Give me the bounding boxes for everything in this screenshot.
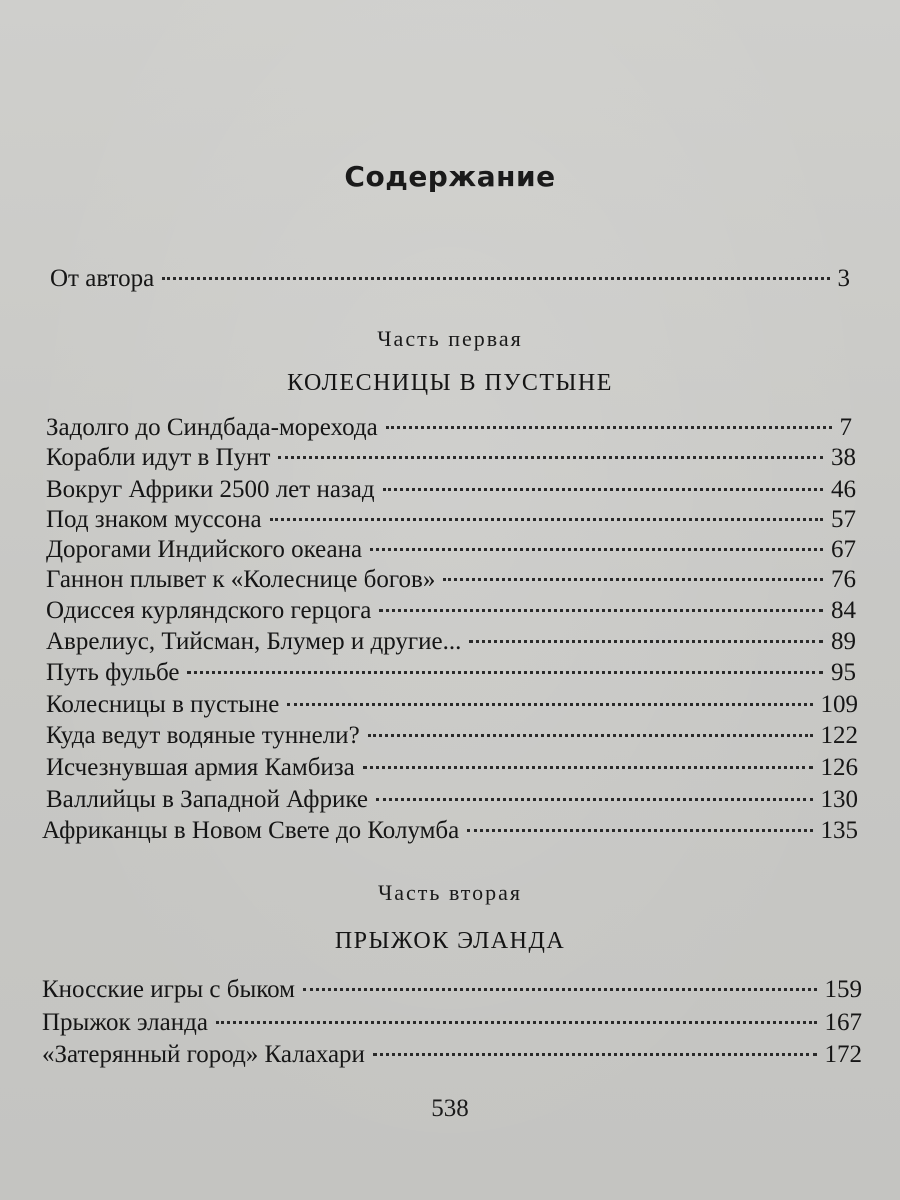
toc-entry-page: 76 bbox=[831, 566, 856, 593]
toc-entry-page: 135 bbox=[820, 817, 858, 844]
toc-entry-title: Задолго до Синдбада-морехода bbox=[46, 414, 378, 441]
toc-entry-page: 7 bbox=[839, 414, 852, 441]
toc-entry-title: Исчезнувшая армия Камбиза bbox=[46, 754, 355, 781]
toc-entry-page: 57 bbox=[831, 506, 856, 533]
page-number: 538 bbox=[431, 1095, 469, 1122]
part-one-title: КОЛЕСНИЦЫ В ПУСТЫНЕ bbox=[287, 370, 613, 396]
toc-entry-page: 38 bbox=[831, 444, 856, 471]
toc-entry-title: Одиссея курляндского герцога bbox=[46, 597, 372, 624]
toc-entry-title: Вокруг Африки 2500 лет назад bbox=[46, 476, 375, 503]
toc-entry-page: 46 bbox=[831, 476, 856, 503]
toc-entry-page: 89 bbox=[831, 628, 856, 655]
toc-entry-title: «Затерянный город» Калахари bbox=[42, 1041, 365, 1068]
toc-entry-page: 95 bbox=[831, 659, 856, 686]
toc-entry-page: 167 bbox=[824, 1009, 862, 1036]
toc-entry-title: Ганнон плывет к «Колеснице богов» bbox=[46, 566, 436, 593]
toc-entry-title: Колесницы в пустыне bbox=[46, 691, 280, 718]
toc-entry-title: Африканцы в Новом Свете до Колумба bbox=[42, 817, 460, 844]
part-two-title: ПРЫЖОК ЭЛАНДА bbox=[334, 928, 566, 954]
part-one-label: Часть первая bbox=[377, 326, 523, 351]
toc-entry-title: Прыжок эланда bbox=[42, 1009, 208, 1036]
dot-leader bbox=[303, 988, 816, 991]
toc-entry-title: От автора bbox=[50, 265, 155, 292]
toc-entry-title: Аврелиус, Тийсман, Блумер и другие... bbox=[46, 628, 462, 655]
toc-entry-page: 3 bbox=[837, 265, 850, 292]
toc-entry-title: Валлийцы в Западной Африке bbox=[46, 786, 368, 813]
toc-entry bbox=[42, 1008, 862, 1038]
toc-entry-page: 84 bbox=[831, 597, 856, 624]
toc-entry bbox=[42, 975, 862, 1005]
toc-entry-page: 130 bbox=[820, 786, 858, 813]
toc-entry-title: Под знаком муссона bbox=[46, 506, 262, 533]
toc-entry-page: 172 bbox=[824, 1041, 862, 1068]
toc-entry bbox=[42, 1040, 862, 1070]
toc-entry-page: 122 bbox=[820, 722, 858, 749]
dot-leader bbox=[373, 1053, 817, 1056]
toc-entry-title: Куда ведут водяные туннели? bbox=[46, 722, 360, 749]
dot-leader bbox=[216, 1021, 817, 1024]
toc-entry-title: Кносские игры с быком bbox=[42, 976, 296, 1003]
toc-entry-page: 126 bbox=[820, 754, 858, 781]
toc-entry-title: Корабли идут в Пунт bbox=[46, 444, 271, 471]
toc-entry-page: 67 bbox=[831, 536, 856, 563]
contents-heading: Содержание bbox=[344, 160, 556, 193]
toc-entry-title: Дорогами Индийского океана bbox=[46, 536, 363, 563]
toc-entry-title: Путь фульбе bbox=[46, 659, 180, 686]
part-two-label: Часть вторая bbox=[377, 880, 523, 905]
toc-entry-page: 159 bbox=[824, 976, 862, 1003]
toc-entry-page: 109 bbox=[820, 691, 858, 718]
